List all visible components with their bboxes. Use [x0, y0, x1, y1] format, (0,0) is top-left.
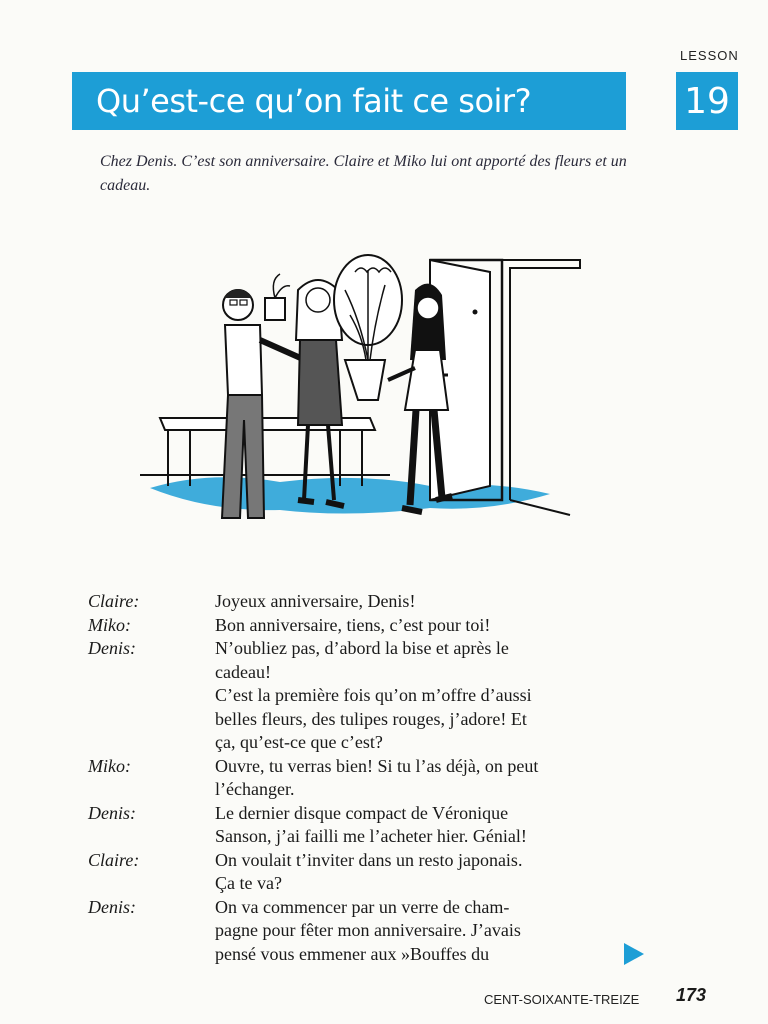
dialogue-line: ça, qu’est-ce que c’est? — [215, 732, 383, 752]
speaker-name: Denis: — [88, 802, 136, 823]
dialogue-line: Bon anniversaire, tiens, c’est pour toi! — [215, 614, 491, 635]
dialogue-line: Ça te va? — [215, 873, 282, 893]
dialogue-line: On va commencer par un verre de cham- — [215, 896, 510, 917]
dialogue-line: pensé vous emmener aux »Bouffes du — [215, 943, 490, 964]
dialogue-row — [0, 849, 768, 896]
dialogue-line: Ouvre, tu verras bien! Si tu l’as déjà, on peut — [215, 755, 539, 776]
dialogue-row — [0, 614, 768, 638]
dialogue-row — [0, 896, 768, 967]
title-bar — [72, 72, 626, 130]
lesson-label: LESSON — [680, 48, 739, 63]
page-number-text: CENT-SOIXANTE-TREIZE — [484, 992, 640, 1007]
speaker-name: Miko: — [88, 755, 131, 776]
birthday-scene-illustration — [130, 250, 590, 540]
dialogue-row — [0, 637, 768, 755]
dialogue-row — [0, 802, 768, 849]
lesson-number-badge: 19 — [676, 72, 738, 130]
dialogue-line: belles fleurs, des tulipes rouges, j’adore! Et — [215, 708, 527, 729]
dialogue-line: C’est la première fois qu’on m’offre d’aussi — [215, 685, 532, 705]
dialogue-line: cadeau! — [215, 661, 271, 682]
speaker-name: Miko: — [88, 614, 131, 635]
dialogue-line: Sanson, j’ai failli me l’acheter hier. Génial! — [215, 826, 527, 846]
page-title: Qu’est-ce qu’on fait ce soir? — [96, 82, 532, 120]
dialogue — [0, 590, 768, 966]
dialogue-line: On voulait t’inviter dans un resto japonais. — [215, 849, 523, 870]
speaker-name: Denis: — [88, 896, 136, 917]
speaker-name: Denis: — [88, 638, 136, 658]
dialogue-line: pagne pour fêter mon anniversaire. J’avais — [215, 920, 521, 940]
dialogue-line: N’oubliez pas, d’abord la bise et après le — [215, 638, 509, 658]
dialogue-line: Le dernier disque compact de Véronique — [215, 802, 509, 823]
dialogue-line: l’échanger. — [215, 779, 295, 799]
next-page-arrow-icon[interactable] — [624, 943, 644, 965]
page-number: 173 — [676, 985, 707, 1005]
dialogue-row — [0, 755, 768, 802]
dialogue-row — [0, 590, 768, 614]
dialogue-line: Joyeux anniversaire, Denis! — [215, 591, 416, 611]
speaker-name: Claire: — [88, 849, 140, 870]
intro-text: Chez Denis. C’est son anniversaire. Claire et Miko lui ont apporté des fleurs et un cadeau. — [100, 153, 627, 194]
speaker-name: Claire: — [88, 591, 140, 611]
